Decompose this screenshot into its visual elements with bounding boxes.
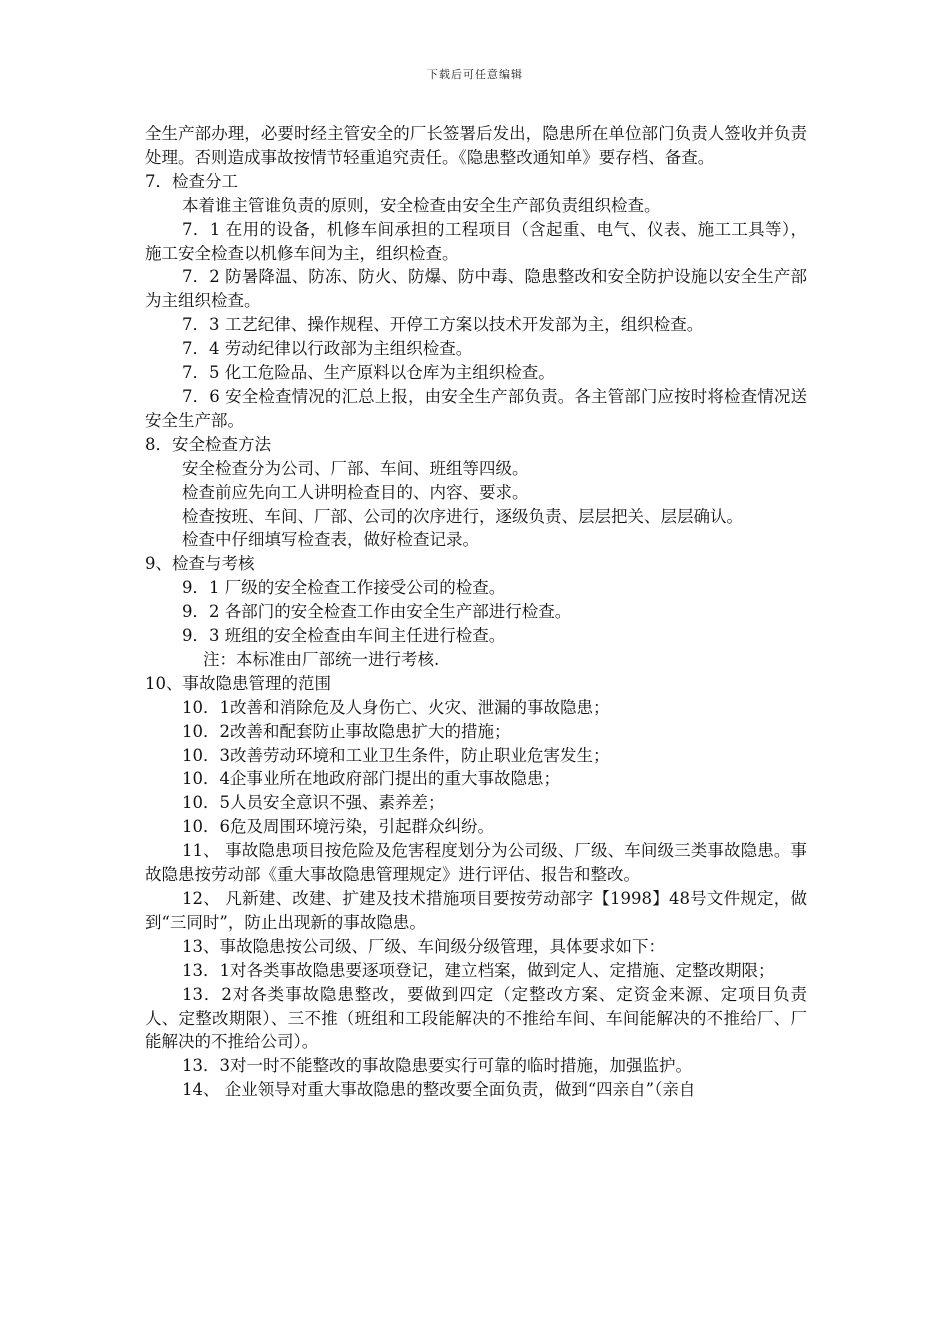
paragraph: 安全检查分为公司、厂部、车间、班组等四级。 <box>182 458 529 478</box>
paragraph: 7．1 在用的设备，机修车间承担的工程项目（含起重、电气、仪表、施工工具等），施工安全检查以机修车间为主，组织检查。 <box>145 219 807 263</box>
paragraph: 10．2改善和配套防止事故隐患扩大的措施； <box>182 721 511 741</box>
paragraph: 7．6 安全检查情况的汇总上报，由安全生产部负责。各主管部门应按时将检查情况送安全生产部。 <box>145 386 807 430</box>
paragraph: 12、 凡新建、改建、扩建及技术措施项目要按劳动部字【1998】48号文件规定，做到“三同时”，防止出现新的事故隐患。 <box>145 889 807 932</box>
paragraph: 7．5 化工危险品、生产原料以仓库为主组织检查。 <box>182 363 555 383</box>
paragraph: 全生产部办理，必要时经主管安全的厂长签署后发出，隐患所在单位部门负责人签收并负责处理。否则造成事故按情节轻重追究责任。《隐患整改通知单》要存档、备查。 <box>145 124 807 167</box>
paragraph: 检查按班、车间、厂部、公司的次序进行，逐级负责、层层把关、层层确认。 <box>182 506 743 526</box>
paragraph: 7．3 工艺纪律、操作规程、开停工方案以技术开发部为主，组织检查。 <box>182 315 704 335</box>
paragraph: 9．1 厂级的安全检查工作接受公司的检查。 <box>182 578 506 598</box>
paragraph: 检查中仔细填写检查表，做好检查记录。 <box>182 530 479 550</box>
paragraph: 7．2 防暑降温、防冻、防火、防爆、防中毒、隐患整改和安全防护设施以安全生产部为主组织检查。 <box>145 267 807 311</box>
paragraph: 13．3对一时不能整改的事故隐患要实行可靠的临时措施，加强监护。 <box>182 1056 692 1076</box>
paragraph: 10．6危及周围环境污染，引起群众纠纷。 <box>182 817 494 837</box>
paragraph: 14、 企业领导对重大事故隐患的整改要全面负责，做到“四亲自”（亲自 <box>182 1080 696 1100</box>
paragraph: 7．4 劳动纪律以行政部为主组织检查。 <box>182 339 473 359</box>
paragraph: 9、检查与考核 <box>145 554 255 574</box>
paragraph: 注：本标准由厂部统一进行考核. <box>203 649 440 669</box>
paragraph: 13、事故隐患按公司级、厂级、车间级分级管理，具体要求如下： <box>182 936 665 956</box>
page-header: 下载后可任意编辑 <box>427 68 523 81</box>
paragraph: 8．安全检查方法 <box>145 434 271 454</box>
paragraph: 本着谁主管谁负责的原则，安全检查由安全生产部负责组织检查。 <box>182 195 661 215</box>
paragraph: 10．1改善和消除危及人身伤亡、火灾、泄漏的事故隐患； <box>182 697 610 717</box>
paragraph: 11、 事故隐患项目按危险及危害程度划分为公司级、厂级、车间级三类事故隐患。事故隐患按劳动部《重大事故隐患管理规定》进行评估、报告和整改。 <box>145 841 807 885</box>
paragraph: 10．4企事业所在地政府部门提出的重大事故隐患； <box>182 769 560 789</box>
paragraph: 10、事故隐患管理的范围 <box>145 673 331 693</box>
paragraph: 7．检查分工 <box>145 171 238 191</box>
paragraph: 10．5人员安全意识不强、素养差； <box>182 793 445 813</box>
document-body <box>145 122 807 1102</box>
paragraph: 13．2对各类事故隐患整改，要做到四定（定整改方案、定资金来源、定项目负责人、定整改期限）、三不推（班组和工段能解决的不推给车间、车间能解决的不推给厂、厂能解决的不推给公司）。 <box>145 984 807 1052</box>
paragraph: 检查前应先向工人讲明检查目的、内容、要求。 <box>182 482 529 502</box>
paragraph: 9．3 班组的安全检查由车间主任进行检查。 <box>182 626 506 646</box>
paragraph: 10．3改善劳动环境和工业卫生条件，防止职业危害发生； <box>182 745 610 765</box>
paragraph: 13．1对各类事故隐患要逐项登记，建立档案，做到定人、定措施、定整改期限； <box>182 960 775 980</box>
paragraph: 9．2 各部门的安全检查工作由安全生产部进行检查。 <box>182 602 572 622</box>
